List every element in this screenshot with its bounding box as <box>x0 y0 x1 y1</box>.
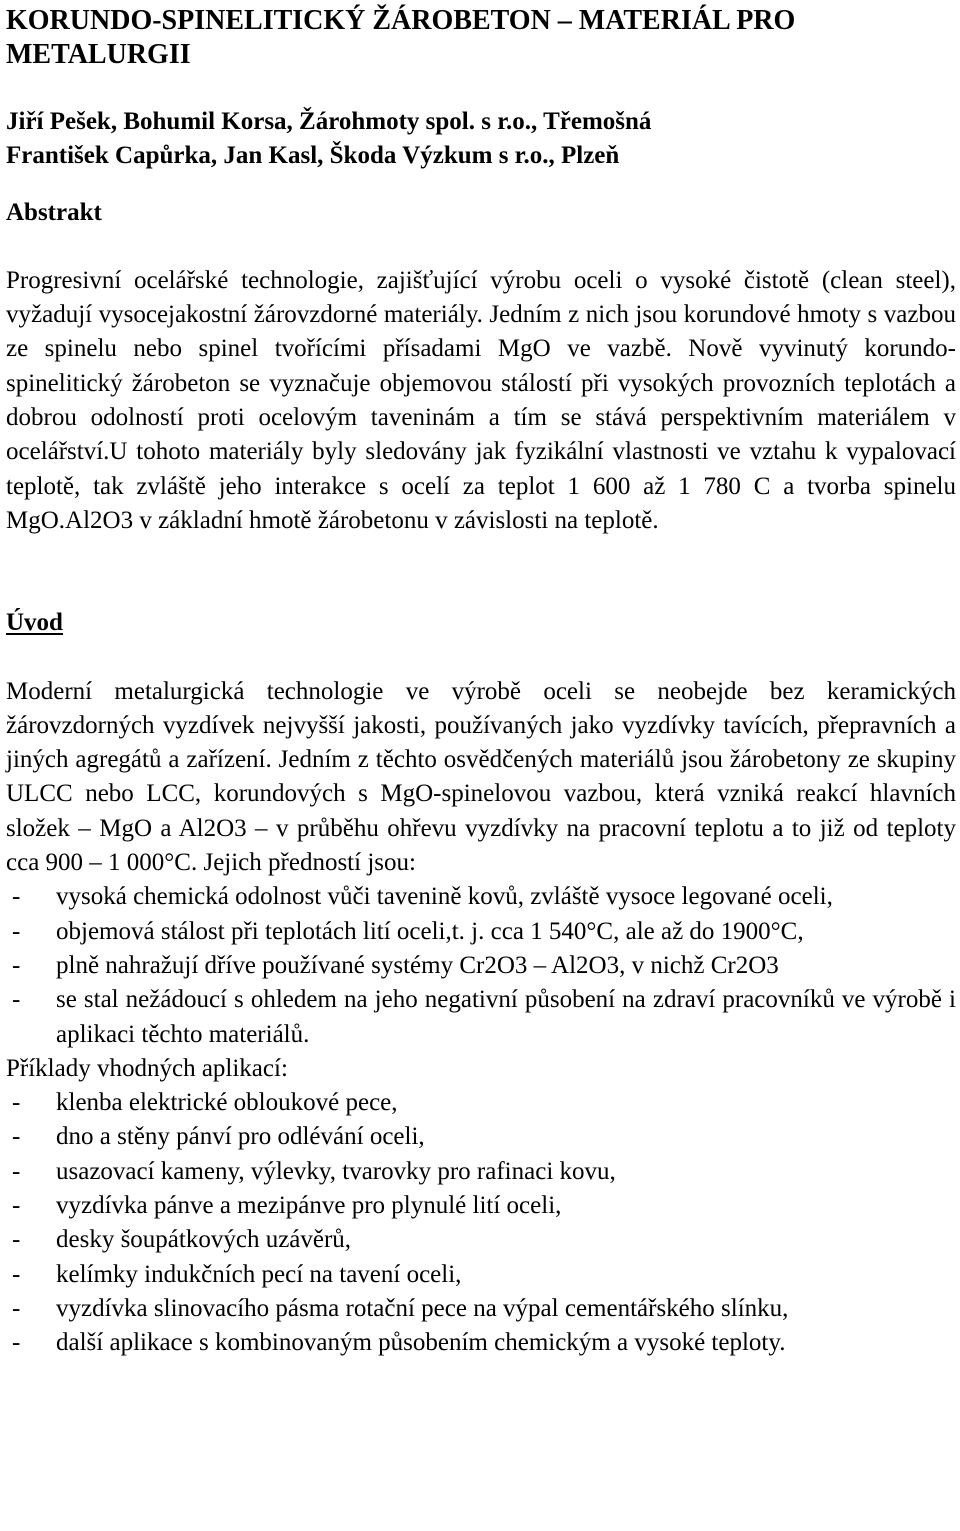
list-item: - plně nahražují dříve používané systémy Cr2O3 – Al2O3, v nichž Cr2O3 <box>6 949 956 983</box>
paper-title <box>6 4 956 72</box>
examples-label: Příklady vhodných aplikací: <box>6 1054 288 1082</box>
list-item: - vysoká chemická odolnost vůči tavenině kovů, zvláště vysoce legované oceli, <box>6 880 956 914</box>
author-line: Jiří Pešek, Bohumil Korsa, Žárohmoty spol. s r.o., Třemošná <box>6 108 652 135</box>
intro-heading: Úvod <box>6 609 63 637</box>
list-item: - se stal nežádoucí s ohledem na jeho negativní působení na zdraví pracovníků ve výrobě i aplikaci těchto materiálů. <box>6 983 956 1052</box>
abstract-heading: Abstrakt <box>6 198 102 226</box>
list-item: - usazovací kameny, výlevky, tvarovky pro rafinaci kovu, <box>6 1155 956 1189</box>
title-line: METALURGII <box>6 39 191 70</box>
list-item: - kelímky indukčních pecí na tavení oceli, <box>6 1258 956 1292</box>
list-item: - vyzdívka slinovacího pásma rotační pece na výpal cementářského slínku, <box>6 1292 956 1326</box>
list-item: - vyzdívka pánve a mezipánve pro plynulé lití oceli, <box>6 1189 956 1223</box>
document-page <box>6 4 956 1361</box>
list-item: - desky šoupátkových uzávěrů, <box>6 1223 956 1257</box>
author-list <box>6 105 956 174</box>
list-item: - objemová stálost při teplotách lití oceli,t. j. cca 1 540°C, ale až do 1900°C, <box>6 915 956 949</box>
examples-list <box>6 1086 956 1360</box>
title-line: KORUNDO-SPINELITICKÝ ŽÁROBETON – MATERIÁL PRO <box>6 5 796 36</box>
list-item: - další aplikace s kombinovaným působením chemickým a vysoké teploty. <box>6 1326 956 1360</box>
advantages-list <box>6 880 956 1051</box>
author-line: František Capůrka, Jan Kasl, Škoda Výzkum s r.o., Plzeň <box>6 142 620 170</box>
intro-paragraph: Moderní metalurgická technologie ve výrobě oceli se neobejde bez keramických žárovzdorných vyzdívek nejvyšší jakosti, používaných jako vyzdívky tavících, přepravních a jiných agregátů a zařízení. Jedním z těchto osvědčených materiálů jsou žárobetony ze skupiny ULCC nebo LCC, korundových s MgO-spinelovou vazbou, která vzniká reakcí hlavních složek – MgO a Al2O3 – v průběhu ohřevu vyzdívky na pracovní teplotu a to již od teploty cca 900 – 1 000°C. Jejich předností jsou: <box>6 677 956 877</box>
list-item: - klenba elektrické obloukové pece, <box>6 1086 956 1120</box>
abstract-paragraph: Progresivní ocelářské technologie, zajišťující výrobu oceli o vysoké čistotě (clean steel), vyžadují vysocejakostní žárovzdorné materiály. Jedním z nich jsou korundové hmoty s vazbou ze spinelu nebo spinel tvořícími přísadami MgO ve vazbě. Nově vyvinutý korundo-spinelitický žárobeton se vyznačuje objemovou stálostí při vysokých provozních teplotách a dobrou odolností proti ocelovým taveninám a tím se stává perspektivním materiálem v ocelářství.U tohoto materiály byly sledovány jak fyzikální vlastnosti ve vztahu k vypalovací teplotě, tak zvláště jeho interakce s ocelí za teplot 1 600 až 1 780 C a tvorba spinelu MgO.Al2O3 v základní hmotě žárobetonu v závislosti na teplotě. <box>6 266 956 534</box>
list-item: - dno a stěny pánví pro odlévání oceli, <box>6 1120 956 1154</box>
